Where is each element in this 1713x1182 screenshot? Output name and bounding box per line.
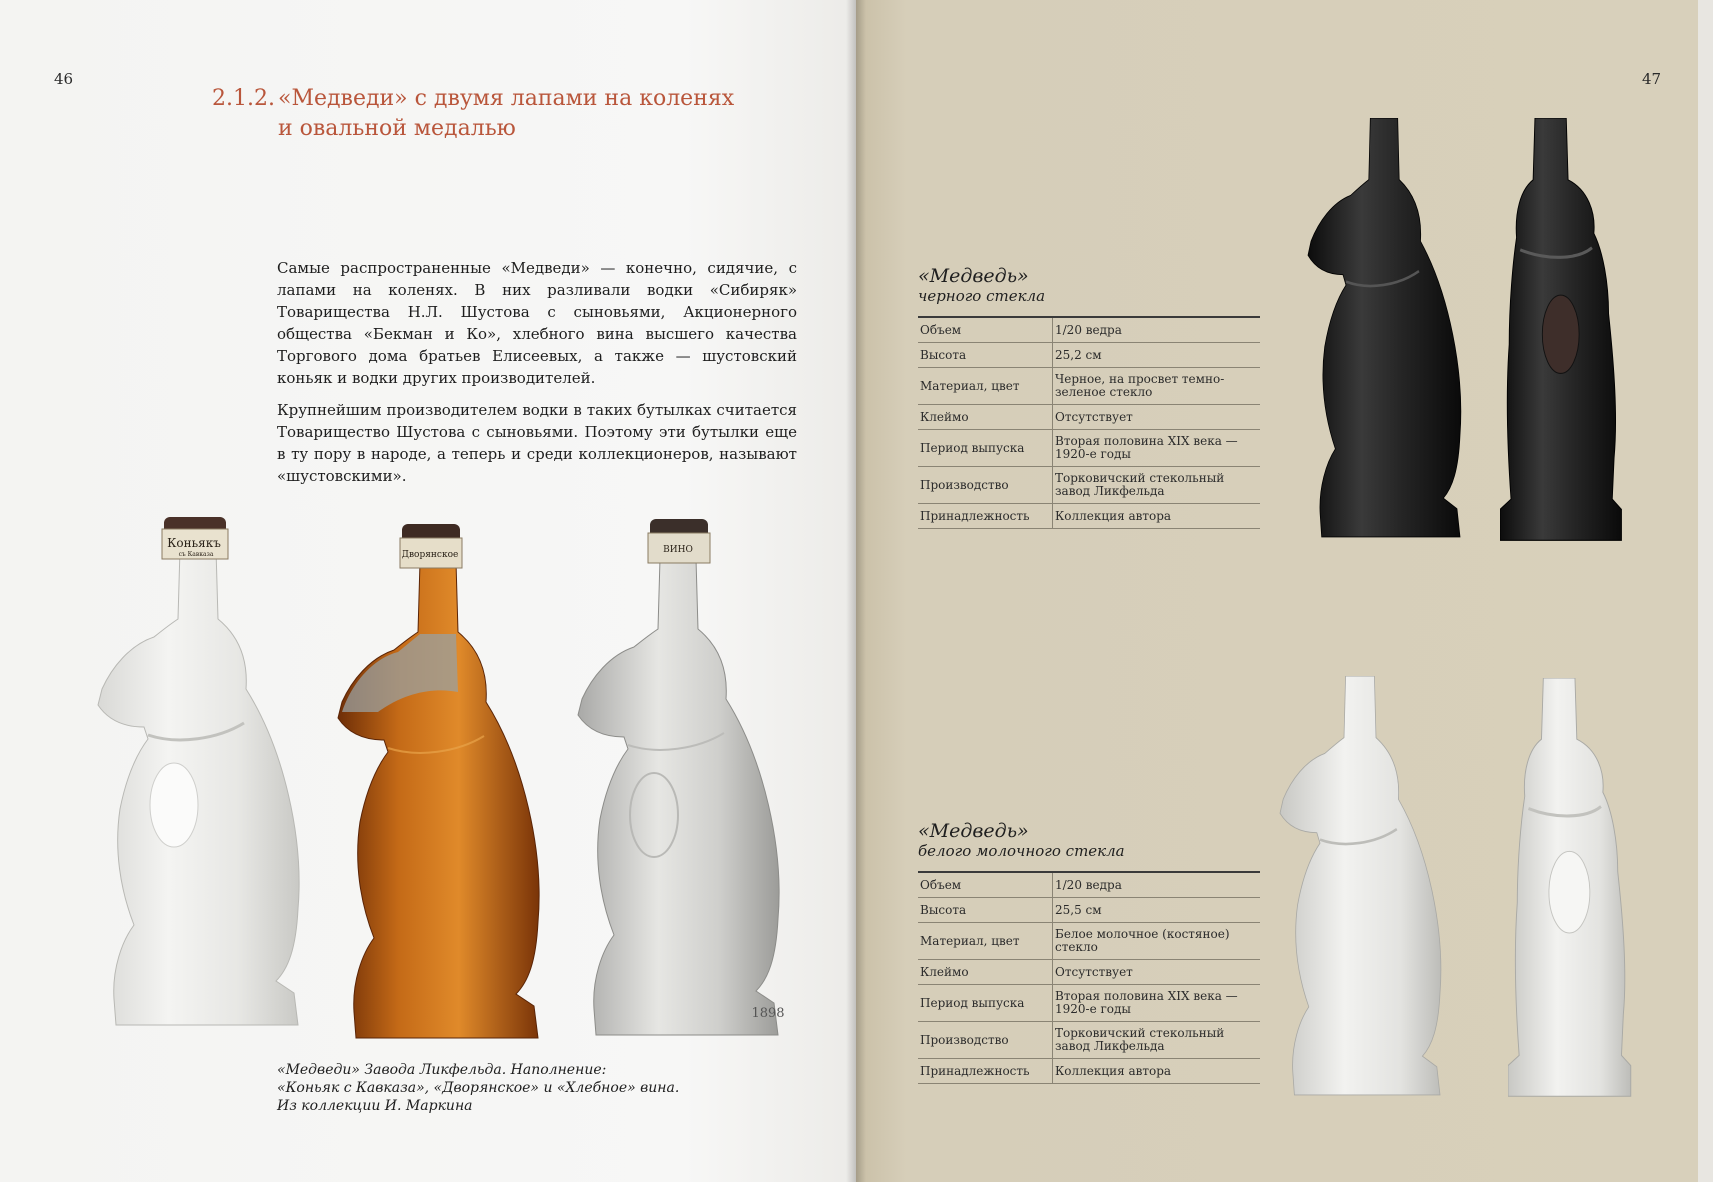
spec-name: «Медведь»: [918, 265, 1029, 287]
spec-value: 1/20 ведра: [1053, 872, 1261, 898]
spec-key: Клеймо: [918, 960, 1053, 985]
spec-value: Черное, на просвет темно-зеленое стекло: [1053, 368, 1261, 405]
spec-value: Коллекция автора: [1053, 504, 1261, 529]
table-row: [918, 343, 1260, 368]
page-number: 47: [1642, 70, 1662, 88]
spec-name: «Медведь»: [918, 820, 1029, 842]
spec-key: Производство: [918, 467, 1053, 504]
spec-table-milk: [918, 871, 1260, 1084]
table-row: [918, 504, 1260, 529]
table-row: [918, 405, 1260, 430]
table-row: [918, 317, 1260, 343]
caption-line: «Медведи» Завода Ликфельда. Наполнение:: [277, 1062, 607, 1078]
black-bear-profile-figure: [1300, 118, 1470, 540]
section-title-line2: и овальной медалью: [278, 116, 516, 141]
spec-key: Высота: [918, 898, 1053, 923]
spec-value: Вторая половина XIX века — 1920-е годы: [1053, 430, 1261, 467]
label-text: Дворянское: [401, 550, 459, 560]
spec-value: Торковичский стекольный завод Ликфельда: [1053, 467, 1261, 504]
spec-key: Принадлежность: [918, 1059, 1053, 1084]
spec-key: Объем: [918, 317, 1053, 343]
spec-key: Объем: [918, 872, 1053, 898]
spec-key: Высота: [918, 343, 1053, 368]
page-number: 46: [54, 70, 74, 88]
label-text: Коньякъ: [167, 536, 221, 550]
table-row: [918, 923, 1260, 960]
figure-caption: [277, 1061, 679, 1115]
spec-key: Период выпуска: [918, 430, 1053, 467]
page-edge: [1698, 0, 1713, 1182]
spec-value: Отсутствует: [1053, 405, 1261, 430]
spec-key: Клеймо: [918, 405, 1053, 430]
spec-key: Производство: [918, 1022, 1053, 1059]
spec-value: 25,5 см: [1053, 898, 1261, 923]
base-mark: 1898: [751, 1006, 785, 1021]
spec-table-black: [918, 316, 1260, 529]
spec-key: Материал, цвет: [918, 923, 1053, 960]
white-bear-bottle-figure: [94, 515, 314, 1030]
section-number: 2.1.2.: [212, 86, 275, 111]
left-page: [0, 0, 856, 1182]
spec-key: Период выпуска: [918, 985, 1053, 1022]
clear-bear-bottle-figure: [570, 517, 800, 1039]
spec-value: Вторая половина XIX века — 1920-е годы: [1053, 985, 1261, 1022]
spec-key: Материал, цвет: [918, 368, 1053, 405]
spec-value: 25,2 см: [1053, 343, 1261, 368]
body-paragraph-1: Самые распространенные «Медведи» — конечно, сидячие, с лапами на коленях. В них разливали водки «Сибиряк» Товарищества Н.Л. Шустова с сыновьями, Акционерного общества «Бекман и Ко», хлебного вина высшего качества Торгового дома братьев Елисеевых, а также — шустовский коньяк и водки других производителей.: [277, 259, 797, 387]
table-row: [918, 898, 1260, 923]
caption-line: «Коньяк с Кавказа», «Дворянское» и «Хлебное» вина.: [277, 1080, 680, 1096]
table-row: [918, 960, 1260, 985]
black-bear-front-figure: [1500, 118, 1622, 543]
spec-value: Отсутствует: [1053, 960, 1261, 985]
table-row: [918, 872, 1260, 898]
spec-value: 1/20 ведра: [1053, 317, 1261, 343]
body-paragraph-2: Крупнейшим производителем водки в таких бутылках считается Товарищество Шустова с сыновьями. Поэтому эти бутылки еще в ту пору в народе, а теперь и среди коллекционеров, называют «шустовскими».: [277, 401, 797, 485]
spec-subtitle: белого молочного стекла: [918, 842, 1125, 860]
amber-bear-bottle-figure: [330, 522, 560, 1042]
table-row: [918, 1022, 1260, 1059]
table-row: [918, 1059, 1260, 1084]
section-title-line1: «Медведи» с двумя лапами на коленях: [278, 86, 735, 111]
book-spine: [846, 0, 866, 1182]
milk-bear-profile-figure: [1278, 676, 1448, 1098]
spec-value: Белое молочное (костяное) стекло: [1053, 923, 1261, 960]
milk-bear-front-figure: [1508, 678, 1632, 1098]
spec-value: Коллекция автора: [1053, 1059, 1261, 1084]
label-subtext: съ Кавказа: [178, 551, 214, 558]
label-text: ВИНО: [663, 545, 693, 555]
table-row: [918, 467, 1260, 504]
spec-value: Торковичский стекольный завод Ликфельда: [1053, 1022, 1261, 1059]
caption-line: Из коллекции И. Маркина: [277, 1098, 473, 1114]
table-row: [918, 985, 1260, 1022]
spec-key: Принадлежность: [918, 504, 1053, 529]
table-row: [918, 430, 1260, 467]
spec-subtitle: черного стекла: [918, 287, 1046, 305]
table-row: [918, 368, 1260, 405]
spec-title-black: [918, 265, 1045, 305]
spec-title-milk: [918, 820, 1125, 860]
